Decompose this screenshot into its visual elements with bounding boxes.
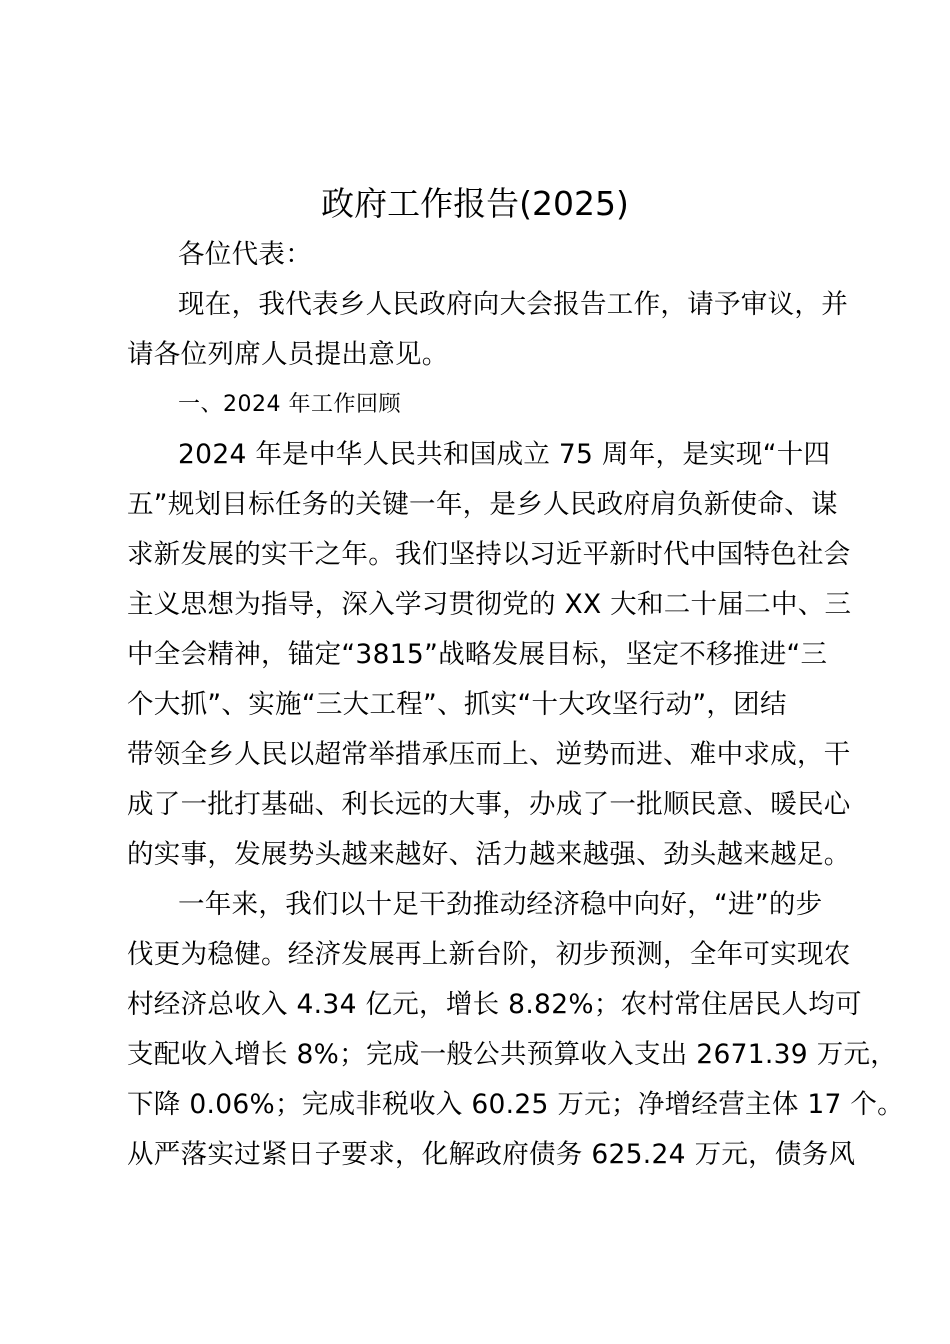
paragraph-line: 主义思想为指导，深入学习贯彻党的 XX 大和二十届二中、三 <box>127 589 852 620</box>
paragraph-line: 的实事，发展势头越来越好、活力越来越强、劲头越来越足。 <box>127 839 851 870</box>
paragraph-line: 从严落实过紧日子要求，化解政府债务 625.24 万元，债务风 <box>127 1139 856 1170</box>
paragraph-line: 成了一批打基础、利长远的大事，办成了一批顺民意、暖民心 <box>127 789 851 820</box>
paragraph-line: 村经济总收入 4.34 亿元，增长 8.82%；农村常住居民人均可 <box>127 989 862 1020</box>
paragraph-line: 带领全乡人民以超常举措承压而上、逆势而进、难中求成，干 <box>127 739 851 770</box>
paragraph-line: 一年来，我们以十足干劲推动经济稳中向好，“进”的步 <box>178 889 823 920</box>
paragraph-line: 求新发展的实干之年。我们坚持以习近平新时代中国特色社会 <box>127 539 851 570</box>
document-title: 政府工作报告(2025) <box>321 184 629 223</box>
paragraph-line: 下降 0.06%；完成非税收入 60.25 万元；净增经营主体 17 个。 <box>127 1089 904 1120</box>
paragraph-line: 伐更为稳健。经济发展再上新台阶，初步预测，全年可实现农 <box>127 939 851 970</box>
paragraph-line: 个大抓”、实施“三大工程”、抓实“十大攻坚行动”，团结 <box>127 689 787 720</box>
section-heading: 一、2024 年工作回顾 <box>178 392 401 417</box>
paragraph-line: 中全会精神，锚定“3815”战略发展目标，坚定不移推进“三 <box>127 639 828 670</box>
paragraph-line: 支配收入增长 8%；完成一般公共预算收入支出 2671.39 万元， <box>127 1039 898 1070</box>
salutation: 各位代表： <box>178 239 312 270</box>
paragraph-line: 2024 年是中华人民共和国成立 75 周年，是实现“十四 <box>178 439 831 470</box>
paragraph-line: 请各位列席人员提出意见。 <box>127 339 449 370</box>
paragraph-line: 五”规划目标任务的关键一年，是乡人民政府肩负新使命、谋 <box>127 489 838 520</box>
paragraph-line: 现在，我代表乡人民政府向大会报告工作，请予审议，并 <box>178 289 848 320</box>
